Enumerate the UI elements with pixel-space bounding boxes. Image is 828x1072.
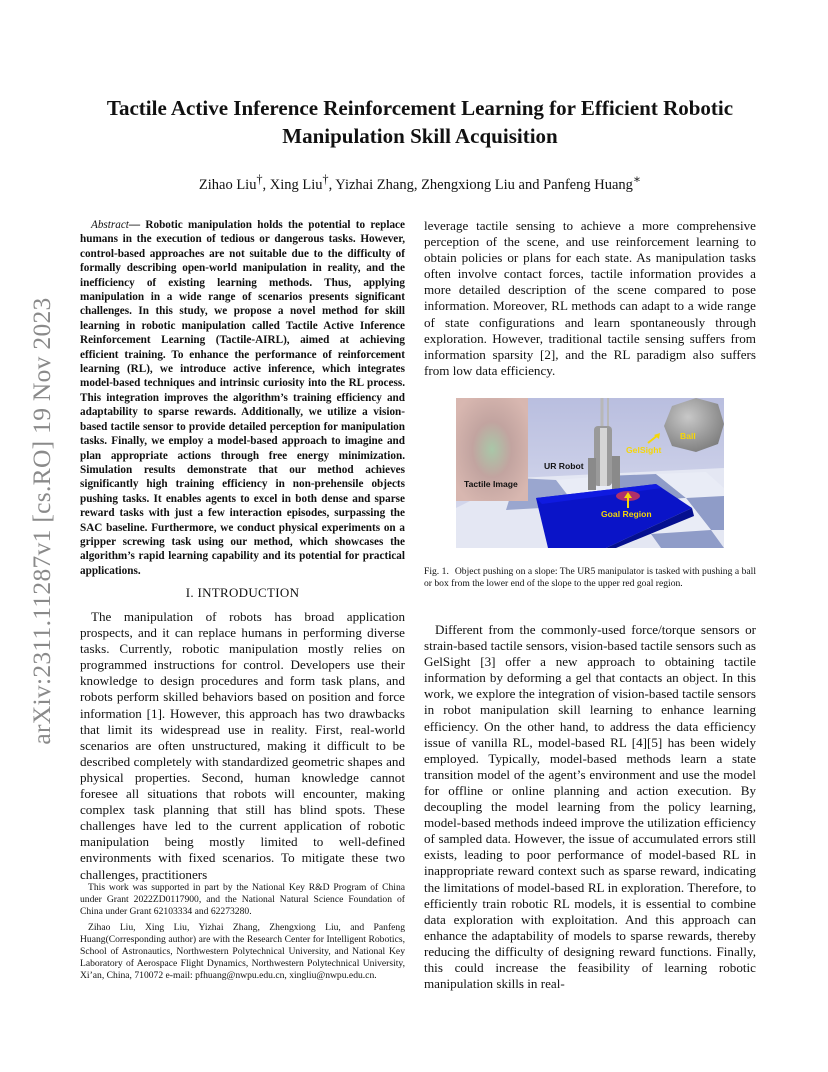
right-top-paragraph: leverage tactile sensing to achieve a more comprehensive perception of the scene, and use reinforcement learning to obtain policies or plans for each state. As manipulation tasks often involve contact forces, tactile information provides a more detailed description of the scene compared to pose information. Moreover, RL methods can adapt to a wide range of state configurations and learn spontaneously through exploration. However, traditional tactile sensing suffers from information sparsity [2], and the RL paradigm also suffers from low data efficiency. [424,218,756,378]
corresponding-mark: ∗ [632,172,642,186]
title-line-1: Tactile Active Inference Reinforcement Learning for Efficient Robotic [106,96,734,120]
section-heading: I. INTRODUCTION [185,585,300,600]
arxiv-watermark [22,286,62,756]
tactile-image-label: Tactile Image [464,479,518,489]
funding-footnote: This work was supported in part by the National Key R&D Program of China under Grant 2022ZD0117900, and the National Natural Science Foundation of China under Grant 62103334 and 62273280. [80,882,405,917]
simulation-scene [456,398,724,548]
author-list: Zihao Liu†, Xing Liu†, Yizhai Zhang, Zhengxiong Liu and Panfeng Huang∗ [198,172,642,193]
right-bottom-paragraph: Different from the commonly-used force/torque sensors or strain-based tactile sensors, vision-based tactile sensors such as GelSight [3] offer a new approach to obtaining tactile information by deforming a gel that contacts an object. In this work, we explore the integration of vision-based tactile sensors in robot manipulation skill learning to enhance learning efficiency. On the other hand, to address the data efficiency issue of vanilla RL, model-based RL [4][5] has been widely employed. Typically, model-based methods learn a state transition model of the agent’s environment and use the model for offline or online planning and action execution. By decoupling the model learning from the policy learning, model-based methods indeed improve the utilization efficiency of sampled data. However, the issue of accumulated errors still exists, leading to poor performance of model-based RL in inappropriate reward context such as sparse reward, indicating the limitations of model-based RL in exploration. Therefore, to efficiently train robotic RL models, it is essential to combine data exploration with exploitation. And this approach can enhance the adaptability of models to sparse rewards, thereby reducing the difficulty of designing reward functions. Finally, this could increase the feasibility of learning robotic manipulation skills in real- [424,622,756,992]
right-column-bottom [424,622,756,992]
figure-caption [424,566,756,590]
intro-paragraph: The manipulation of robots has broad application prospects, and it can replace humans in performing diverse tasks. Currently, robotic manipulation mostly relies on programmed instructions for control. Developers use their knowledge to design procedures and form task plans, and robots perform skilled behaviors based on position and force information [1]. However, this approach has two drawbacks that limit its widespread use in reality. First, real-world scenarios are often unstructured, making it difficult to be described completely with standardized geometric shapes and physical properties. Second, human knowledge cannot foresee all situations that robots will encounter, making complex task planning that still has blind spots. These challenges have led to the current application of robotic manipulation being mostly limited to well-defined environments with fixed scenarios. To mitigate these two challenges, practitioners [80,609,405,882]
footnotes [80,882,405,986]
paper-title [60,94,780,150]
author-1: Zihao Liu [198,176,257,193]
author-others: Yizhai Zhang, Zhengxiong Liu and Panfeng Huang [335,176,633,193]
abstract-label: Abstract [91,219,129,231]
author-2: Xing Liu [269,176,323,193]
goal-region-label: Goal Region [601,509,652,519]
title-line-2: Manipulation Skill Acquisition [282,124,558,148]
arxiv-id: arXiv:2311.11287v1 [cs.RO] 19 Nov 2023 [27,297,56,745]
ball-label: Ball [680,431,696,441]
abstract [80,218,405,578]
caption-label: Fig. 1. [424,566,449,577]
ur-robot-label: UR Robot [544,461,584,471]
gelsight-label: GelSight [626,445,662,455]
caption-text: Object pushing on a slope: The UR5 manipulator is tasked with pushing a ball or box from the lower end of the slope to the upper red goal region. [424,566,756,589]
dagger-mark-2: † [322,172,329,186]
right-column-top [424,218,756,379]
affiliation-footnote: Zihao Liu, Xing Liu, Yizhai Zhang, Zhengxiong Liu, and Panfeng Huang(Corresponding author) are with the Research Center for Intelligent Robotics, School of Astronautics, Northwestern Polytechnical University, and National Key Laboratory of Aerospace Flight Dynamics, Northwestern Polytechnical University, Xi’an, China, 710072 e-mail: pfhuang@nwpu.edu.cn, xingliu@nwpu.edu.cn. [80,922,405,981]
intro-section [80,609,405,883]
dagger-mark-1: † [256,172,263,186]
figure-1 [456,398,724,548]
ball [664,398,724,452]
abstract-text: — Robotic manipulation holds the potential to replace humans in the execution of tedious or dangerous tasks. However, control-based approaches are not suitable due to the difficulty of formally describing open-world manipulation in reality, and the inefficiency of existing learning methods. Thus, applying manipulation in a wide range of scenarios presents significant challenges. In this study, we propose a novel method for skill learning in robotic manipulation called Tactile Active Inference Reinforcement Learning (Tactile-AIRL), aimed at achieving efficient training. To enhance the performance of reinforcement learning (RL), we introduce active inference, which integrates model-based techniques and intrinsic curiosity into the RL process. This integration improves the algorithm’s training efficiency and adaptability to sparse rewards. Additionally, we utilize a vision-based tactile sensor to provide detailed perception for manipulation tasks. Finally, we employ a model-based approach to imagine and plan appropriate actions through free energy minimization. Simulation results demonstrate that our method achieves significantly high training efficiency in non-prehensile objects pushing tasks. It enables agents to excel in both dense and sparse reward tasks with just a few interaction episodes, surpassing the SAC baseline. Furthermore, we conduct physical experiments on a gripper screwing task using our method, which showcases the algorithm’s rapid learning capability and its potential for practical applications. [80,219,405,577]
